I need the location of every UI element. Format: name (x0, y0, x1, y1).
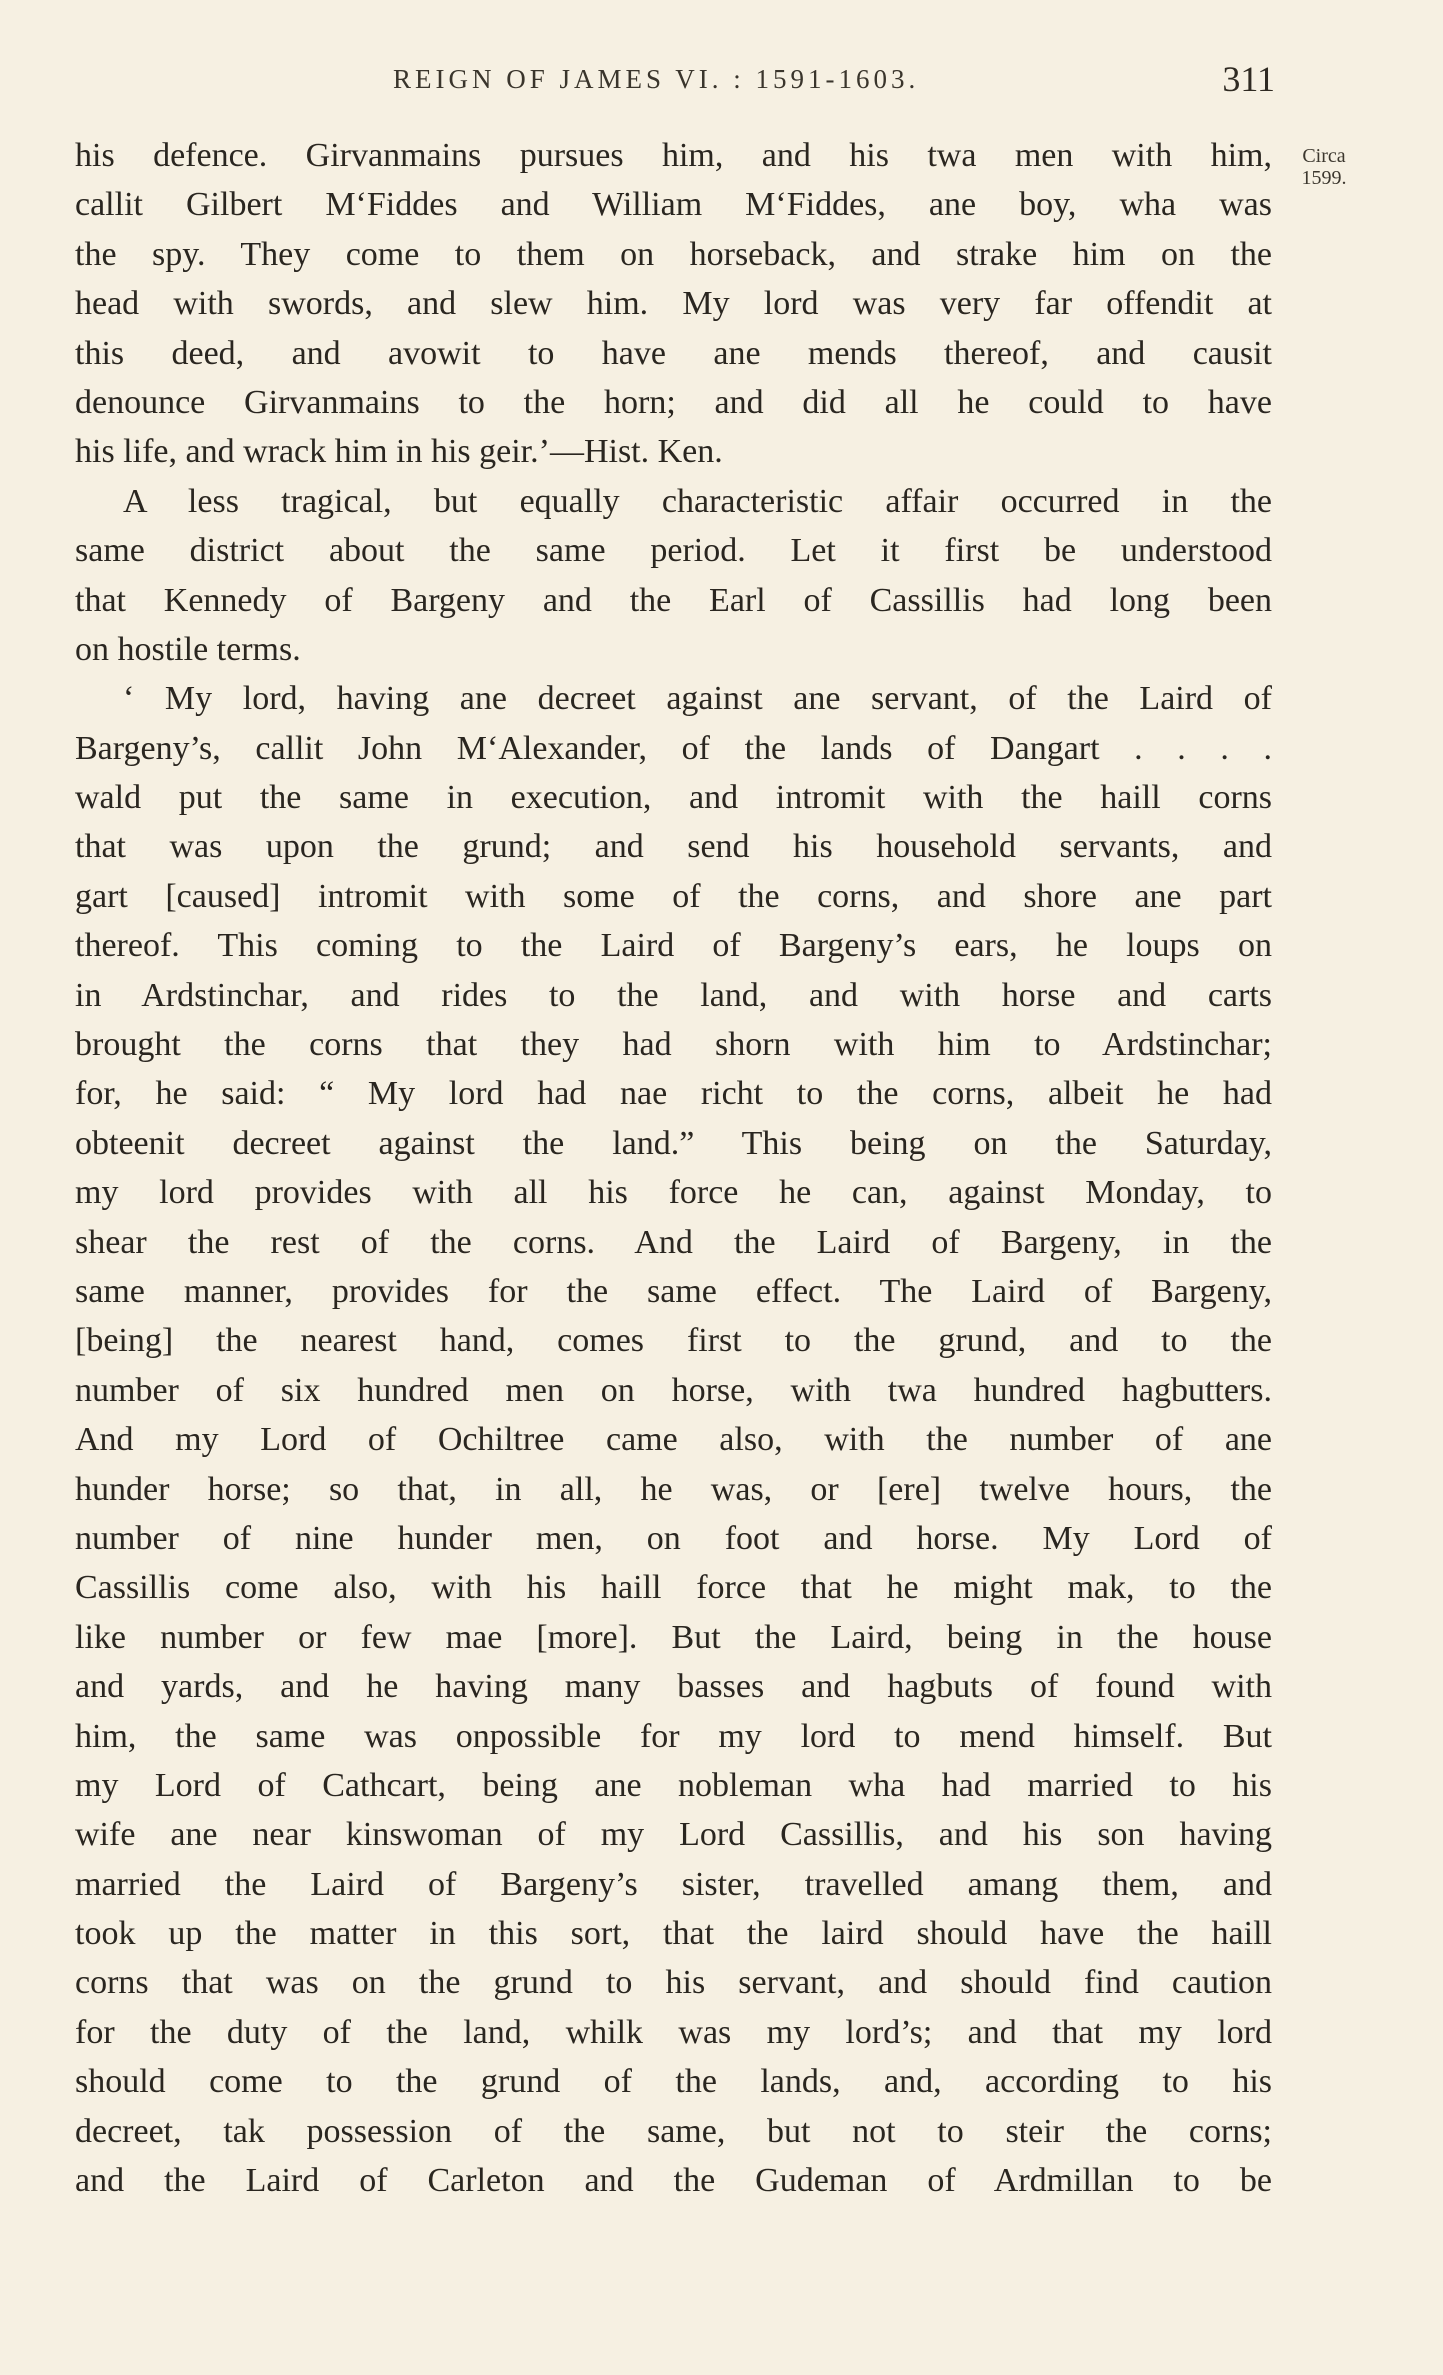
text-line: and the Laird of Carleton and the Gudeman of Ardmillan to be (75, 2162, 1272, 2200)
text-line: obteenit decreet against the land.” This being on the Saturday, (75, 1124, 1272, 1162)
text-line: ‘ My lord, having ane decreet against ane servant, of the Laird of (123, 680, 1272, 718)
margin-note-year: 1599. (1301, 167, 1347, 189)
text-line: that Kennedy of Bargeny and the Earl of Cassillis had long been (75, 581, 1272, 619)
text-line: for, he said: “ My lord had nae richt to the corns, albeit he had (75, 1075, 1272, 1113)
text-line: wife ane near kinswoman of my Lord Cassillis, and his son having (75, 1816, 1272, 1854)
text-line: the spy. They come to them on horseback, and strake him on the (75, 235, 1272, 273)
text-line: like number or few mae [more]. But the Laird, being in the house (75, 1618, 1272, 1656)
text-line: and yards, and he having many basses and hagbuts of found with (75, 1668, 1272, 1706)
text-line: Bargeny’s, callit John M‘Alexander, of the lands of Dangart . . . . (75, 729, 1272, 767)
text-line: And my Lord of Ochiltree came also, with the number of ane (75, 1421, 1272, 1459)
text-line: same manner, provides for the same effect. The Laird of Bargeny, (75, 1272, 1272, 1310)
text-line: denounce Girvanmains to the horn; and did all he could to have (75, 383, 1272, 421)
text-line: my Lord of Cathcart, being ane nobleman wha had married to his (75, 1766, 1272, 1804)
text-line: decreet, tak possession of the same, but not to steir the corns; (75, 2112, 1272, 2150)
page-number: 311 (1222, 59, 1275, 99)
text-line: gart [caused] intromit with some of the corns, and shore ane part (75, 877, 1272, 915)
text-line: that was upon the grund; and send his household servants, and (75, 828, 1272, 866)
text-line: his defence. Girvanmains pursues him, and his twa men with him, (75, 137, 1272, 174)
text-line: married the Laird of Bargeny’s sister, travelled amang them, and (75, 1865, 1272, 1903)
text-line: thereof. This coming to the Laird of Bargeny’s ears, he loups on (75, 927, 1272, 965)
text-line: number of six hundred men on horse, with twa hundred hagbutters. (75, 1371, 1272, 1409)
text-line: callit Gilbert M‘Fiddes and William M‘Fiddes, ane boy, wha was (75, 186, 1272, 224)
text-line: him, the same was onpossible for my lord to mend himself. But (75, 1717, 1272, 1755)
text-line: should come to the grund of the lands, and, according to his (75, 2063, 1272, 2101)
text-line: took up the matter in this sort, that the laird should have the haill (75, 1915, 1272, 1953)
text-line: my lord provides with all his force he can, against Monday, to (75, 1174, 1272, 1212)
text-line: head with swords, and slew him. My lord was very far offendit at (75, 285, 1272, 323)
page-header (75, 58, 1275, 108)
text-line: his life, and wrack him in his geir.’—Hist. Ken. (75, 433, 723, 471)
text-line: shear the rest of the corns. And the Laird of Bargeny, in the (75, 1223, 1272, 1261)
margin-date-note (1288, 145, 1360, 189)
text-line: wald put the same in execution, and intromit with the haill corns (75, 779, 1272, 817)
body-text (75, 131, 1272, 2205)
text-line: in Ardstinchar, and rides to the land, and with horse and carts (75, 976, 1272, 1014)
margin-note-circa: Circa (1302, 145, 1346, 167)
text-line: [being] the nearest hand, comes first to the grund, and to the (75, 1322, 1272, 1360)
text-line: corns that was on the grund to his servant, and should find caution (75, 1964, 1272, 2002)
text-line: A less tragical, but equally characteristic affair occurred in the (123, 482, 1272, 520)
text-line: this deed, and avowit to have ane mends thereof, and causit (75, 334, 1272, 372)
text-line: Cassillis come also, with his haill force that he might mak, to the (75, 1569, 1272, 1607)
running-head: REIGN OF JAMES VI. : 1591-1603. (393, 64, 920, 94)
text-line: brought the corns that they had shorn with him to Ardstinchar; (75, 1026, 1272, 1064)
text-line: on hostile terms. (75, 630, 301, 668)
text-line: hunder horse; so that, in all, he was, or [ere] twelve hours, the (75, 1470, 1272, 1508)
text-line: for the duty of the land, whilk was my lord’s; and that my lord (75, 2013, 1272, 2051)
text-line: same district about the same period. Let it first be understood (75, 532, 1272, 570)
text-line: number of nine hunder men, on foot and horse. My Lord of (75, 1519, 1272, 1557)
